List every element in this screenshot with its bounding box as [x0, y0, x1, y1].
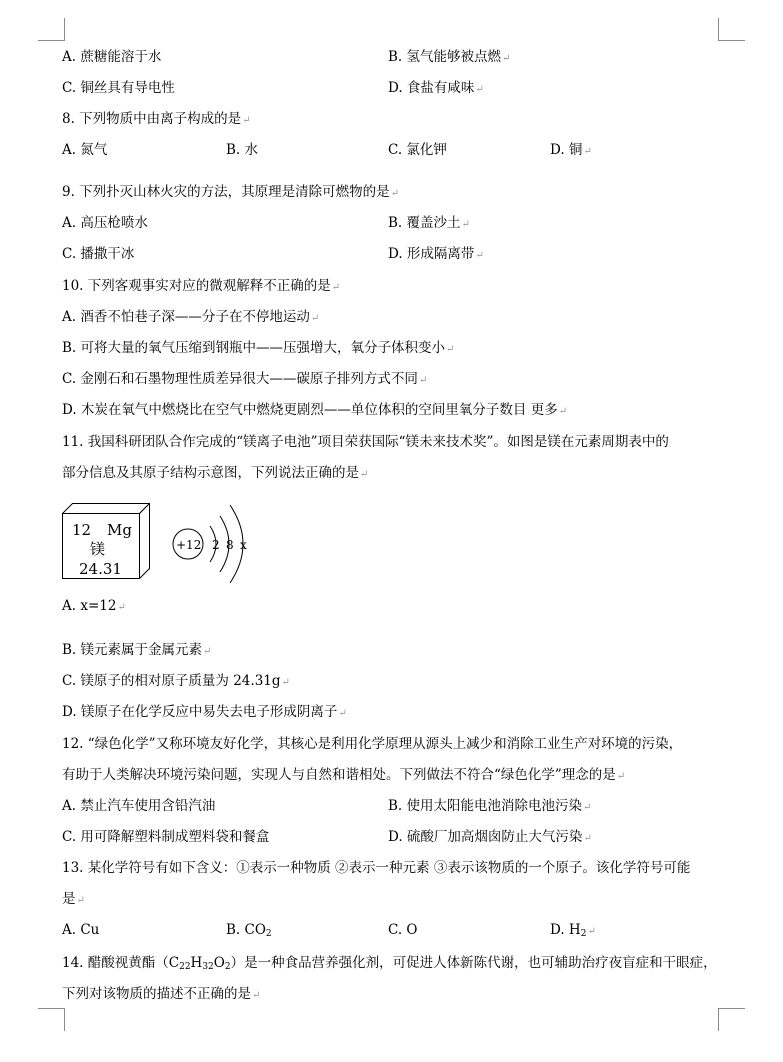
- element-symbol: Mg: [107, 521, 132, 539]
- q7-option-c: C. 铜丝具有导电性: [62, 80, 175, 96]
- q11-option-a: A. x=12↵: [62, 598, 126, 614]
- q13-option-b: B. $CO_2$: [226, 922, 272, 939]
- q11-option-b: B. 镁元素属于金属元素↵: [62, 642, 212, 658]
- q9-option-d: D. 形成隔离带↵: [388, 246, 484, 262]
- q9-stem: 9. 下列扑灭山林火灾的方法，其原理是清除可燃物的是↵: [62, 184, 400, 200]
- q11-option-c: C. 镁原子的相对原子质量为 24.31g↵: [62, 673, 290, 689]
- q13-option-a: A. Cu: [62, 922, 100, 938]
- q12-option-c: C. 用可降解塑料制成塑料袋和餐盒: [62, 829, 270, 845]
- q7-option-a: A. 蔗糖能溶于水: [62, 49, 162, 65]
- q10-option-b: B. 可将大量的氧气压缩到钢瓶中——压强增大，氧分子体积变小↵: [62, 340, 455, 356]
- q8-option-c: C. 氯化钾: [388, 142, 447, 158]
- q11-stem-line1: 11. 我国科研团队合作完成的“镁离子电池”项目荣获国际“镁未来技术奖”。如图是镁在元素周期表中的: [62, 434, 669, 450]
- q7-option-d: D. 食盐有咸味↵: [388, 80, 484, 96]
- q12-option-b: B. 使用太阳能电池消除电池污染↵: [388, 798, 592, 814]
- q12-stem-line1: 12. “绿色化学”又称环境友好化学，其核心是利用化学原理从源头上减少和消除工业生产对环境的污染，: [62, 736, 683, 752]
- q14-stem-line2: 下列对该物质的描述不正确的是↵: [62, 986, 261, 1002]
- q13-stem-line1: 13. 某化学符号有如下含义：①表示一种物质 ②表示一种元素 ③表示该物质的一个原子。该化学符号可能: [62, 860, 691, 876]
- periodic-table-cell-magnesium: [62, 503, 150, 579]
- q9-option-b: B. 覆盖沙土↵: [388, 215, 470, 231]
- crop-mark-top-right: [718, 18, 745, 41]
- shell-3-electrons: x: [240, 538, 247, 552]
- q8-option-a: A. 氮气: [62, 142, 108, 158]
- q11-option-d: D. 镁原子在化学反应中易失去电子形成阴离子↵: [62, 704, 347, 720]
- nucleus-charge: +12: [176, 538, 202, 552]
- shell-2-electrons: 8: [226, 538, 234, 552]
- crop-mark-bottom-right: [718, 1008, 745, 1031]
- q10-option-a: A. 酒香不怕巷子深——分子在不停地运动↵: [62, 309, 320, 325]
- q7-option-b: B. 氢气能够被点燃↵: [388, 49, 511, 65]
- q14-stem-line1: 14. 醋酸视黄酯$(C_{22}H_{32}O_2)$是一种食品营养强化剂，可促进人体新陈代谢，也可辅助治疗夜盲症和干眼症，: [62, 955, 717, 972]
- q13-option-d: D. $H_2↵$: [550, 922, 596, 939]
- q8-option-d: D. 铜↵: [550, 142, 592, 158]
- magnesium-atom-structure-diagram: [168, 500, 258, 584]
- q9-option-c: C. 播撒干冰: [62, 246, 135, 262]
- q11-stem-line2: 部分信息及其原子结构示意图，下列说法正确的是↵: [62, 465, 369, 481]
- q8-stem: 8. 下列物质中由离子构成的是↵: [62, 111, 251, 127]
- atomic-mass: 24.31: [79, 560, 122, 578]
- q10-option-d: D. 木炭在氧气中燃烧比在空气中燃烧更剧烈——单位体积的空间里氧分子数目 更多↵: [62, 402, 568, 418]
- q12-stem-line2: 有助于人类解决环境污染问题，实现人与自然和谐相处。下列做法不符合“绿色化学”理念的是↵: [62, 767, 626, 783]
- q13-option-c: C. O: [388, 922, 418, 938]
- shell-1-electrons: 2: [212, 538, 220, 552]
- element-name: 镁: [90, 540, 106, 558]
- crop-mark-top-left: [38, 18, 65, 41]
- q12-option-a: A. 禁止汽车使用含铅汽油: [62, 798, 216, 814]
- q9-option-a: A. 高压枪喷水: [62, 215, 148, 231]
- q12-option-d: D. 硫酸厂加高烟囱防止大气污染↵: [388, 829, 592, 845]
- atomic-number: 12: [72, 521, 92, 539]
- crop-mark-bottom-left: [38, 1008, 65, 1031]
- q13-stem-line2: 是↵: [62, 891, 85, 907]
- q8-option-b: B. 水: [226, 142, 259, 158]
- q10-option-c: C. 金刚石和石墨物理性质差异很大——碳原子排列方式不同↵: [62, 371, 428, 387]
- q10-stem: 10. 下列客观事实对应的微观解释不正确的是↵: [62, 278, 341, 294]
